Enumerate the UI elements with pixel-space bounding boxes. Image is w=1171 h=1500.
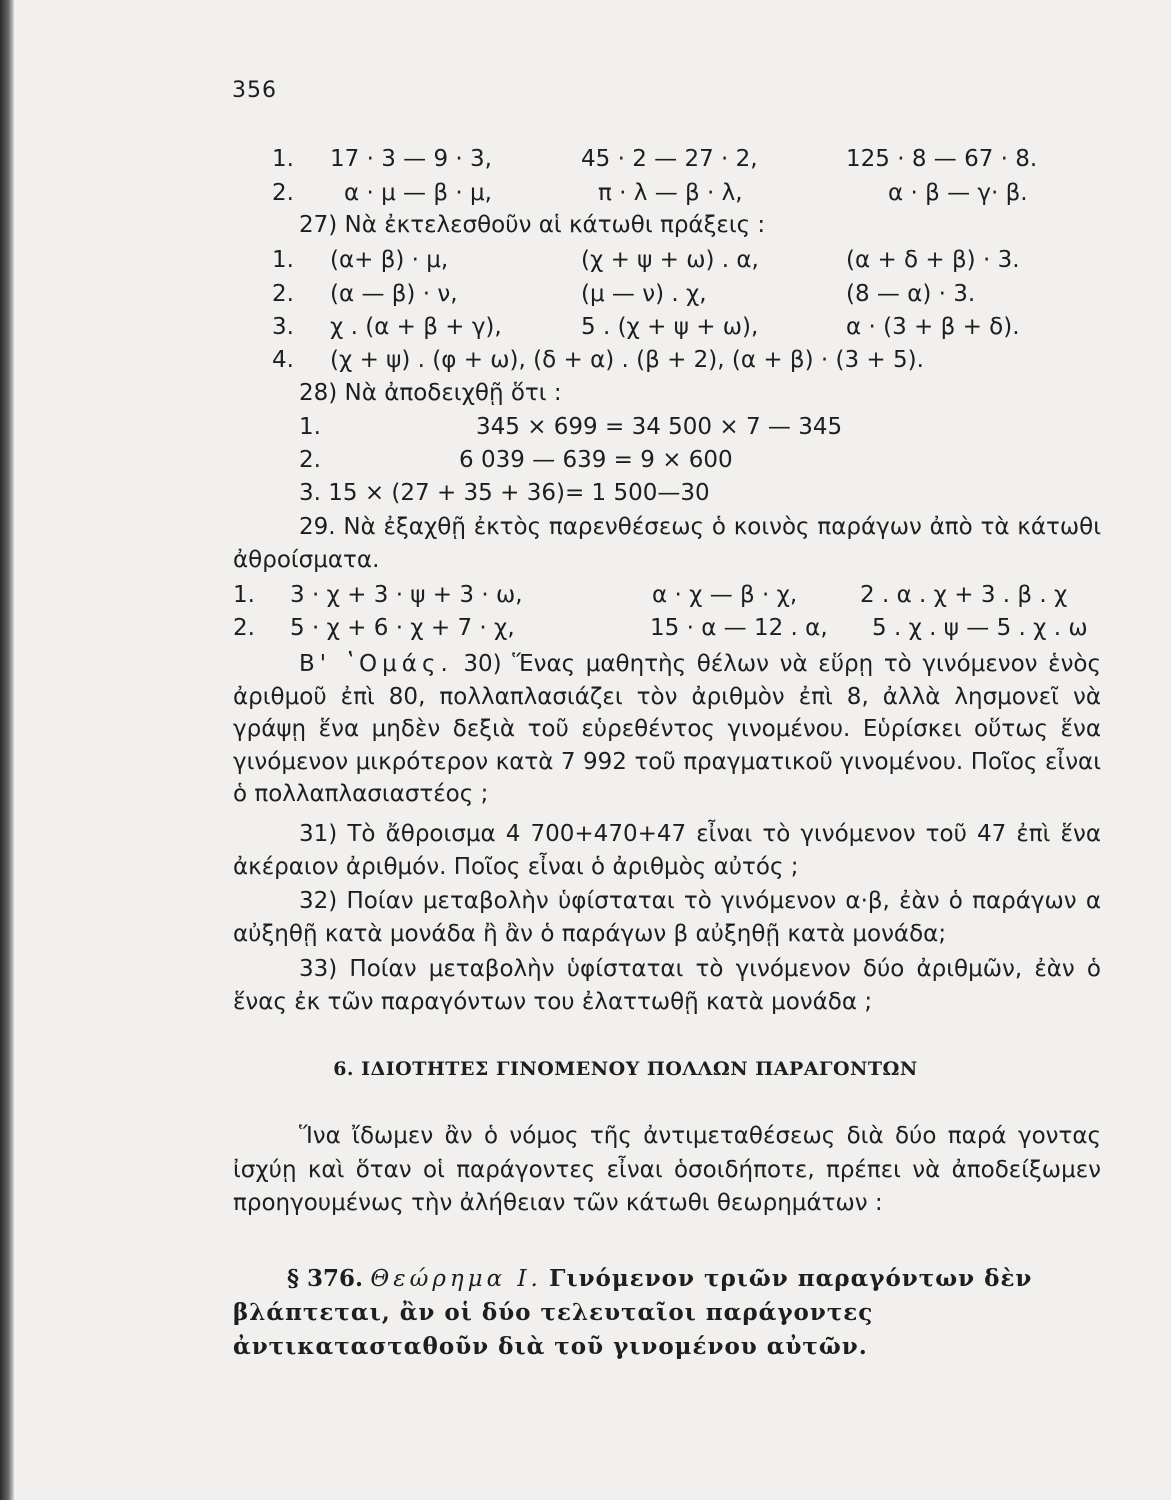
- exercise-30-paragraph: [233, 648, 1101, 811]
- expression: (8 — α) · 3.: [846, 281, 976, 307]
- theorem-text-rest: βλάπτεται, ἂν οἱ δύο τελευταῖοι παράγοντες ἀντικατασταθοῦν διὰ τοῦ γινομένου αὐτῶν.: [233, 1299, 874, 1360]
- expression: α · χ — β · χ,: [652, 582, 798, 608]
- exercise-27-title: 27) Νὰ ἐκτελεσθοῦν αἱ κάτωθι πράξεις :: [299, 212, 766, 238]
- expression: (α+ β) · μ,: [330, 247, 449, 273]
- group-b-label: Β' ʽΟμάς.: [299, 651, 453, 677]
- expression: 125 · 8 — 67 · 8.: [846, 146, 1038, 172]
- row-number: 1.: [272, 146, 294, 172]
- expression: 45 · 2 — 27 · 2,: [581, 146, 758, 172]
- theorem-label: Θεώρημα Ι.: [370, 1266, 542, 1292]
- row-number: 4.: [272, 347, 294, 373]
- exercise-30-text: 30) Ἕνας μαθητὴς θέλων νὰ εὕρῃ τὸ γινόμενον ἑνὸς ἀριθμοῦ ἐπὶ 80, πολλαπλασιάζει τὸν ἀριθμὸν ἐπὶ 8, ἀλλὰ λησμονεῖ νὰ γράψῃ ἕνα μηδὲν δεξιὰ τοῦ εὑρεθέντος γινομένου. Εὑρίσκει οὕτως ἕνα γινόμενον μικρότερον κατὰ 7 992 τοῦ πραγματικοῦ γινομένου. Ποῖος εἶναι ὁ πολλαπλασιαστέος ;: [233, 651, 1101, 807]
- exercise-33-text: 33) Ποίαν μεταβολὴν ὑφίσταται τὸ γινόμενον δύο ἀριθμῶν, ἐὰν ὁ ἕνας ἐκ τῶν παραγόντων του ἐλαττωθῇ κατὰ μονάδα ;: [233, 956, 1101, 1015]
- expression: 15 · α — 12 . α,: [650, 615, 828, 641]
- expression: 5 . χ . ψ — 5 . χ . ω: [872, 615, 1088, 641]
- intro-paragraph: Ἵνα ἴδωμεν ἂν ὁ νόμος τῆς ἀντιμεταθέσεως διὰ δύο παρά γοντας ἰσχύῃ καὶ ὅταν οἱ παράγοντες εἶναι ὁσοιδήποτε, πρέπει νὰ ἀποδείξωμεν προηγουμένως τὴν ἀλήθειαν τῶν κάτωθι θεωρημάτων :: [233, 1123, 1101, 1216]
- expression: (α — β) · ν,: [330, 281, 458, 307]
- expression: 2 . α . χ + 3 . β . χ: [860, 582, 1068, 608]
- row-number: 1.: [299, 414, 321, 440]
- expression: 5 . (χ + ψ + ω),: [581, 314, 759, 340]
- expression: α · β — γ· β.: [888, 180, 1028, 206]
- row-number: 2.: [272, 281, 294, 307]
- row-number: 3.: [272, 314, 294, 340]
- row-number: 1.: [272, 247, 294, 273]
- expression: (μ — ν) . χ,: [581, 281, 707, 307]
- exercise-29-text: 29. Νὰ ἐξαχθῇ ἐκτὸς παρενθέσεως ὁ κοινὸς παράγων ἀπὸ τὰ κάτωθι ἀθροίσματα.: [233, 514, 1101, 573]
- expression: 6 039 — 639 = 9 × 600: [459, 447, 733, 473]
- row-number: 2.: [233, 615, 255, 641]
- expression: α · (3 + β + δ).: [846, 314, 1020, 340]
- theorem-line: [287, 1262, 1101, 1296]
- exercise-31-text: 31) Τὸ ἄθροισμα 4 700+470+47 εἶναι τὸ γινόμενον τοῦ 47 ἐπὶ ἕνα ἀκέραιον ἀριθμόν. Ποῖος εἶναι ὁ ἀριθμὸς αὐτός ;: [233, 821, 1101, 880]
- expression: 17 · 3 — 9 · 3,: [330, 146, 492, 172]
- expression: α · μ — β · μ,: [344, 180, 492, 206]
- theorem-text-first: Γινόμενον τριῶν παραγόντων δὲν: [549, 1265, 1033, 1292]
- section-heading: 6. ΙΔΙΟΤΗΤΕΣ ΓΙΝΟΜΕΝΟΥ ΠΟΛΛΩΝ ΠΑΡΑΓΟΝΤΩΝ: [333, 1058, 918, 1080]
- expression: (χ + ψ + ω) . α,: [581, 247, 759, 273]
- row-number: 2.: [299, 447, 321, 473]
- row-number: 2.: [272, 180, 294, 206]
- expression: (χ + ψ) . (φ + ω), (δ + α) . (β + 2), (α + β) · (3 + 5).: [330, 347, 924, 373]
- expression: 5 · χ + 6 · χ + 7 · χ,: [290, 615, 515, 641]
- expression: (α + δ + β) · 3.: [846, 247, 1020, 273]
- paragraph-number: § 376.: [287, 1265, 364, 1292]
- expression: 345 × 699 = 34 500 × 7 — 345: [476, 414, 843, 440]
- expression: 3. 15 × (27 + 35 + 36)= 1 500—30: [299, 480, 710, 506]
- page-number: 356: [232, 78, 277, 103]
- expression: χ . (α + β + γ),: [330, 314, 502, 340]
- book-spine-shadow: [0, 0, 14, 1500]
- exercise-28-title: 28) Νὰ ἀποδειχθῇ ὅτι :: [299, 380, 562, 406]
- expression: π · λ — β · λ,: [598, 180, 743, 206]
- row-number: 1.: [233, 582, 255, 608]
- exercise-32-text: 32) Ποίαν μεταβολὴν ὑφίσταται τὸ γινόμενον α·β, ἐὰν ὁ παράγων α αὐξηθῇ κατὰ μονάδα ἢ ἂν ὁ παράγων β αὐξηθῇ κατὰ μονάδα;: [233, 888, 1101, 947]
- expression: 3 · χ + 3 · ψ + 3 · ω,: [290, 582, 523, 608]
